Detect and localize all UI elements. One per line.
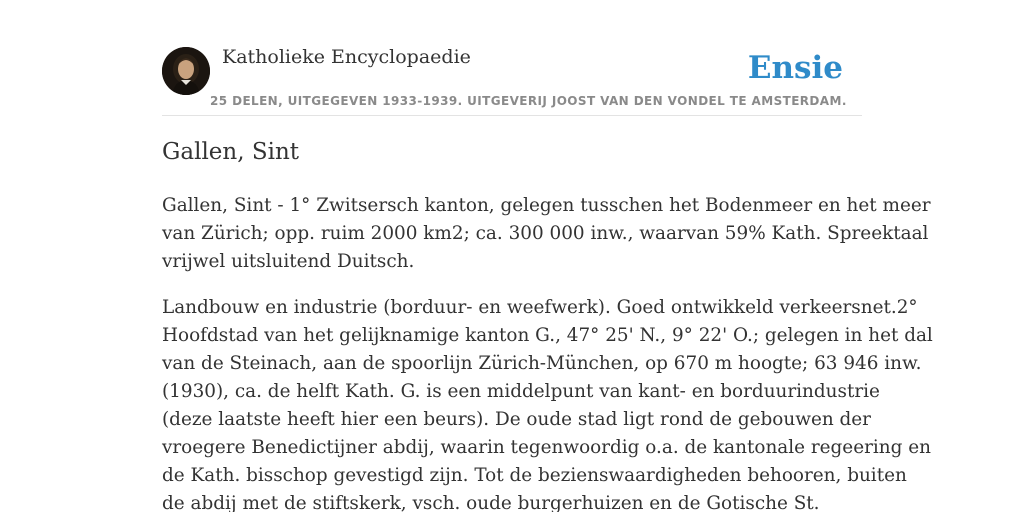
- paragraph-line: vroegere Benedictijner abdij, waarin tegenwoordig o.a. de kantonale regeering en: [162, 437, 931, 458]
- paragraph-line: de abdij met de stiftskerk, vsch. oude burgerhuizen en de Gotische St.: [162, 493, 820, 512]
- source-subtitle: 25 DELEN, UITGEGEVEN 1933-1939. UITGEVERIJ JOOST VAN DEN VONDEL TE AMSTERDAM.: [210, 94, 847, 108]
- paragraph-line: de Kath. bisschop gevestigd zijn. Tot de bezienswaardigheden behooren, buiten: [162, 465, 907, 486]
- article-title: Gallen, Sint: [162, 139, 300, 165]
- paragraph: [162, 192, 931, 276]
- paragraph-line: Landbouw en industrie (borduur- en weefwerk). Goed ontwikkeld verkeersnet.2°: [162, 297, 918, 318]
- article-body: [162, 192, 933, 512]
- paragraph-line: van Zürich; opp. ruim 2000 km2; ca. 300 000 inw., waarvan 59% Kath. Spreektaal: [162, 223, 929, 244]
- portrait-avatar-icon[interactable]: [162, 47, 210, 95]
- paragraph: [162, 294, 933, 512]
- ensie-logo-link[interactable]: Ensie: [747, 50, 843, 86]
- paragraph-line: Hoofdstad van het gelijknamige kanton G., 47° 25' N., 9° 22' O.; gelegen in het dal: [162, 325, 933, 346]
- paragraph-line: Gallen, Sint - 1° Zwitsersch kanton, gelegen tusschen het Bodenmeer en het meer: [162, 195, 931, 216]
- source-header: [162, 0, 862, 116]
- paragraph-line: van de Steinach, aan de spoorlijn Zürich-München, op 670 m hoogte; 63 946 inw.: [162, 353, 922, 374]
- paragraph-line: (deze laatste heeft hier een beurs). De oude stad ligt rond de gebouwen der: [162, 409, 871, 430]
- source-title[interactable]: Katholieke Encyclopaedie: [222, 46, 471, 68]
- paragraph-line: (1930), ca. de helft Kath. G. is een middelpunt van kant- en borduurindustrie: [162, 381, 880, 402]
- paragraph-line: vrijwel uitsluitend Duitsch.: [162, 251, 415, 272]
